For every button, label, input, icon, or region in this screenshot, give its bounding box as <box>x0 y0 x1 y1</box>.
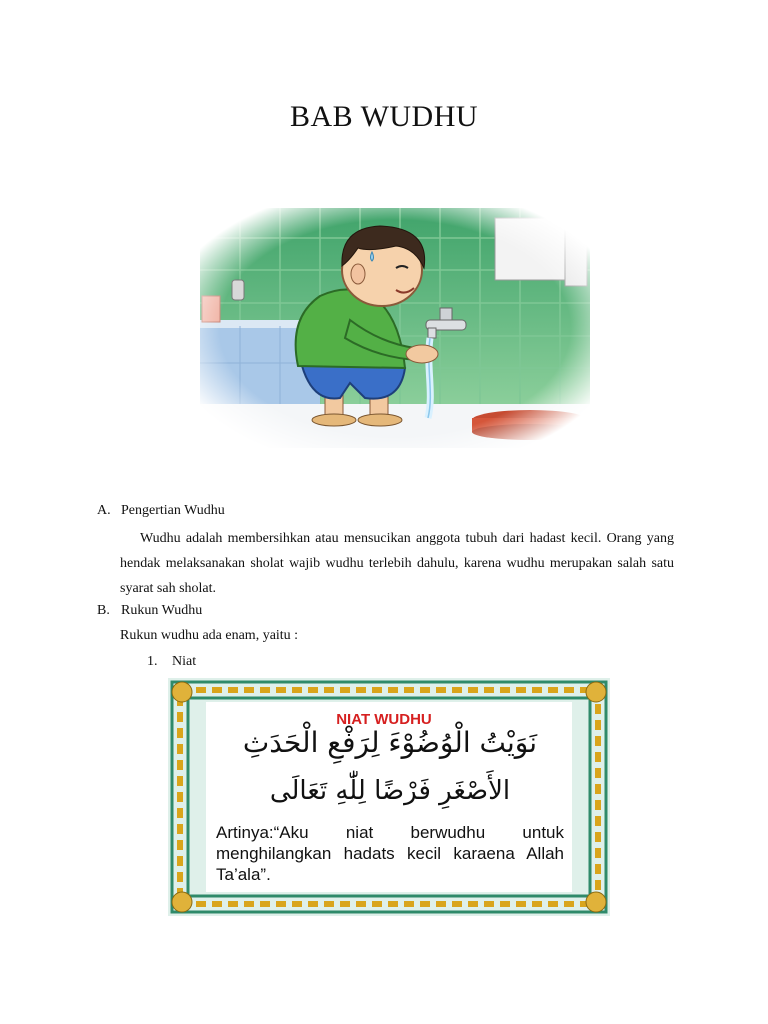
section-a-heading <box>97 503 225 519</box>
niat-translation-line-1: Artinya:“Aku niat berwudhu untuk <box>216 823 564 842</box>
section-b-intro: Rukun wudhu ada enam, yaitu : <box>120 628 299 643</box>
niat-arabic-line-1: نَوَيْتُ الْوُضُوْءَ لِرَفْعِ الْحَدَثِ <box>242 726 538 759</box>
page-title: BAB WUDHU <box>289 100 479 133</box>
list-item-label: Niat <box>172 654 197 669</box>
section-a-letter: A. <box>97 503 111 518</box>
section-b-title: Rukun Wudhu <box>121 603 203 618</box>
list-item <box>147 654 196 670</box>
list-item-number: 1. <box>147 654 158 669</box>
section-b-letter: B. <box>97 603 110 618</box>
niat-translation-line-2: menghilangkan hadats kecil karaena Allah Ta’ala”. <box>216 844 564 884</box>
section-a-paragraph-text: Wudhu adalah membersihkan atau mensucikan anggota tubuh dari hadast kecil. Orang yang hendak melaksanakan sholat wajib wudhu terlebih dahulu, karena wudhu merupakan salah satu syarat sah sholat. <box>120 531 674 596</box>
niat-card-title: NIAT WUDHU <box>336 711 432 728</box>
boy-washing-hands-illustration <box>200 208 590 448</box>
niat-arabic-line-2: الأَصْغَرِ فَرْضًا لِلّٰهِ تَعَالَى <box>269 776 511 806</box>
section-a-title: Pengertian Wudhu <box>121 503 225 518</box>
section-b-heading <box>97 603 202 619</box>
section-a-paragraph <box>120 526 674 601</box>
niat-translation <box>216 822 564 885</box>
